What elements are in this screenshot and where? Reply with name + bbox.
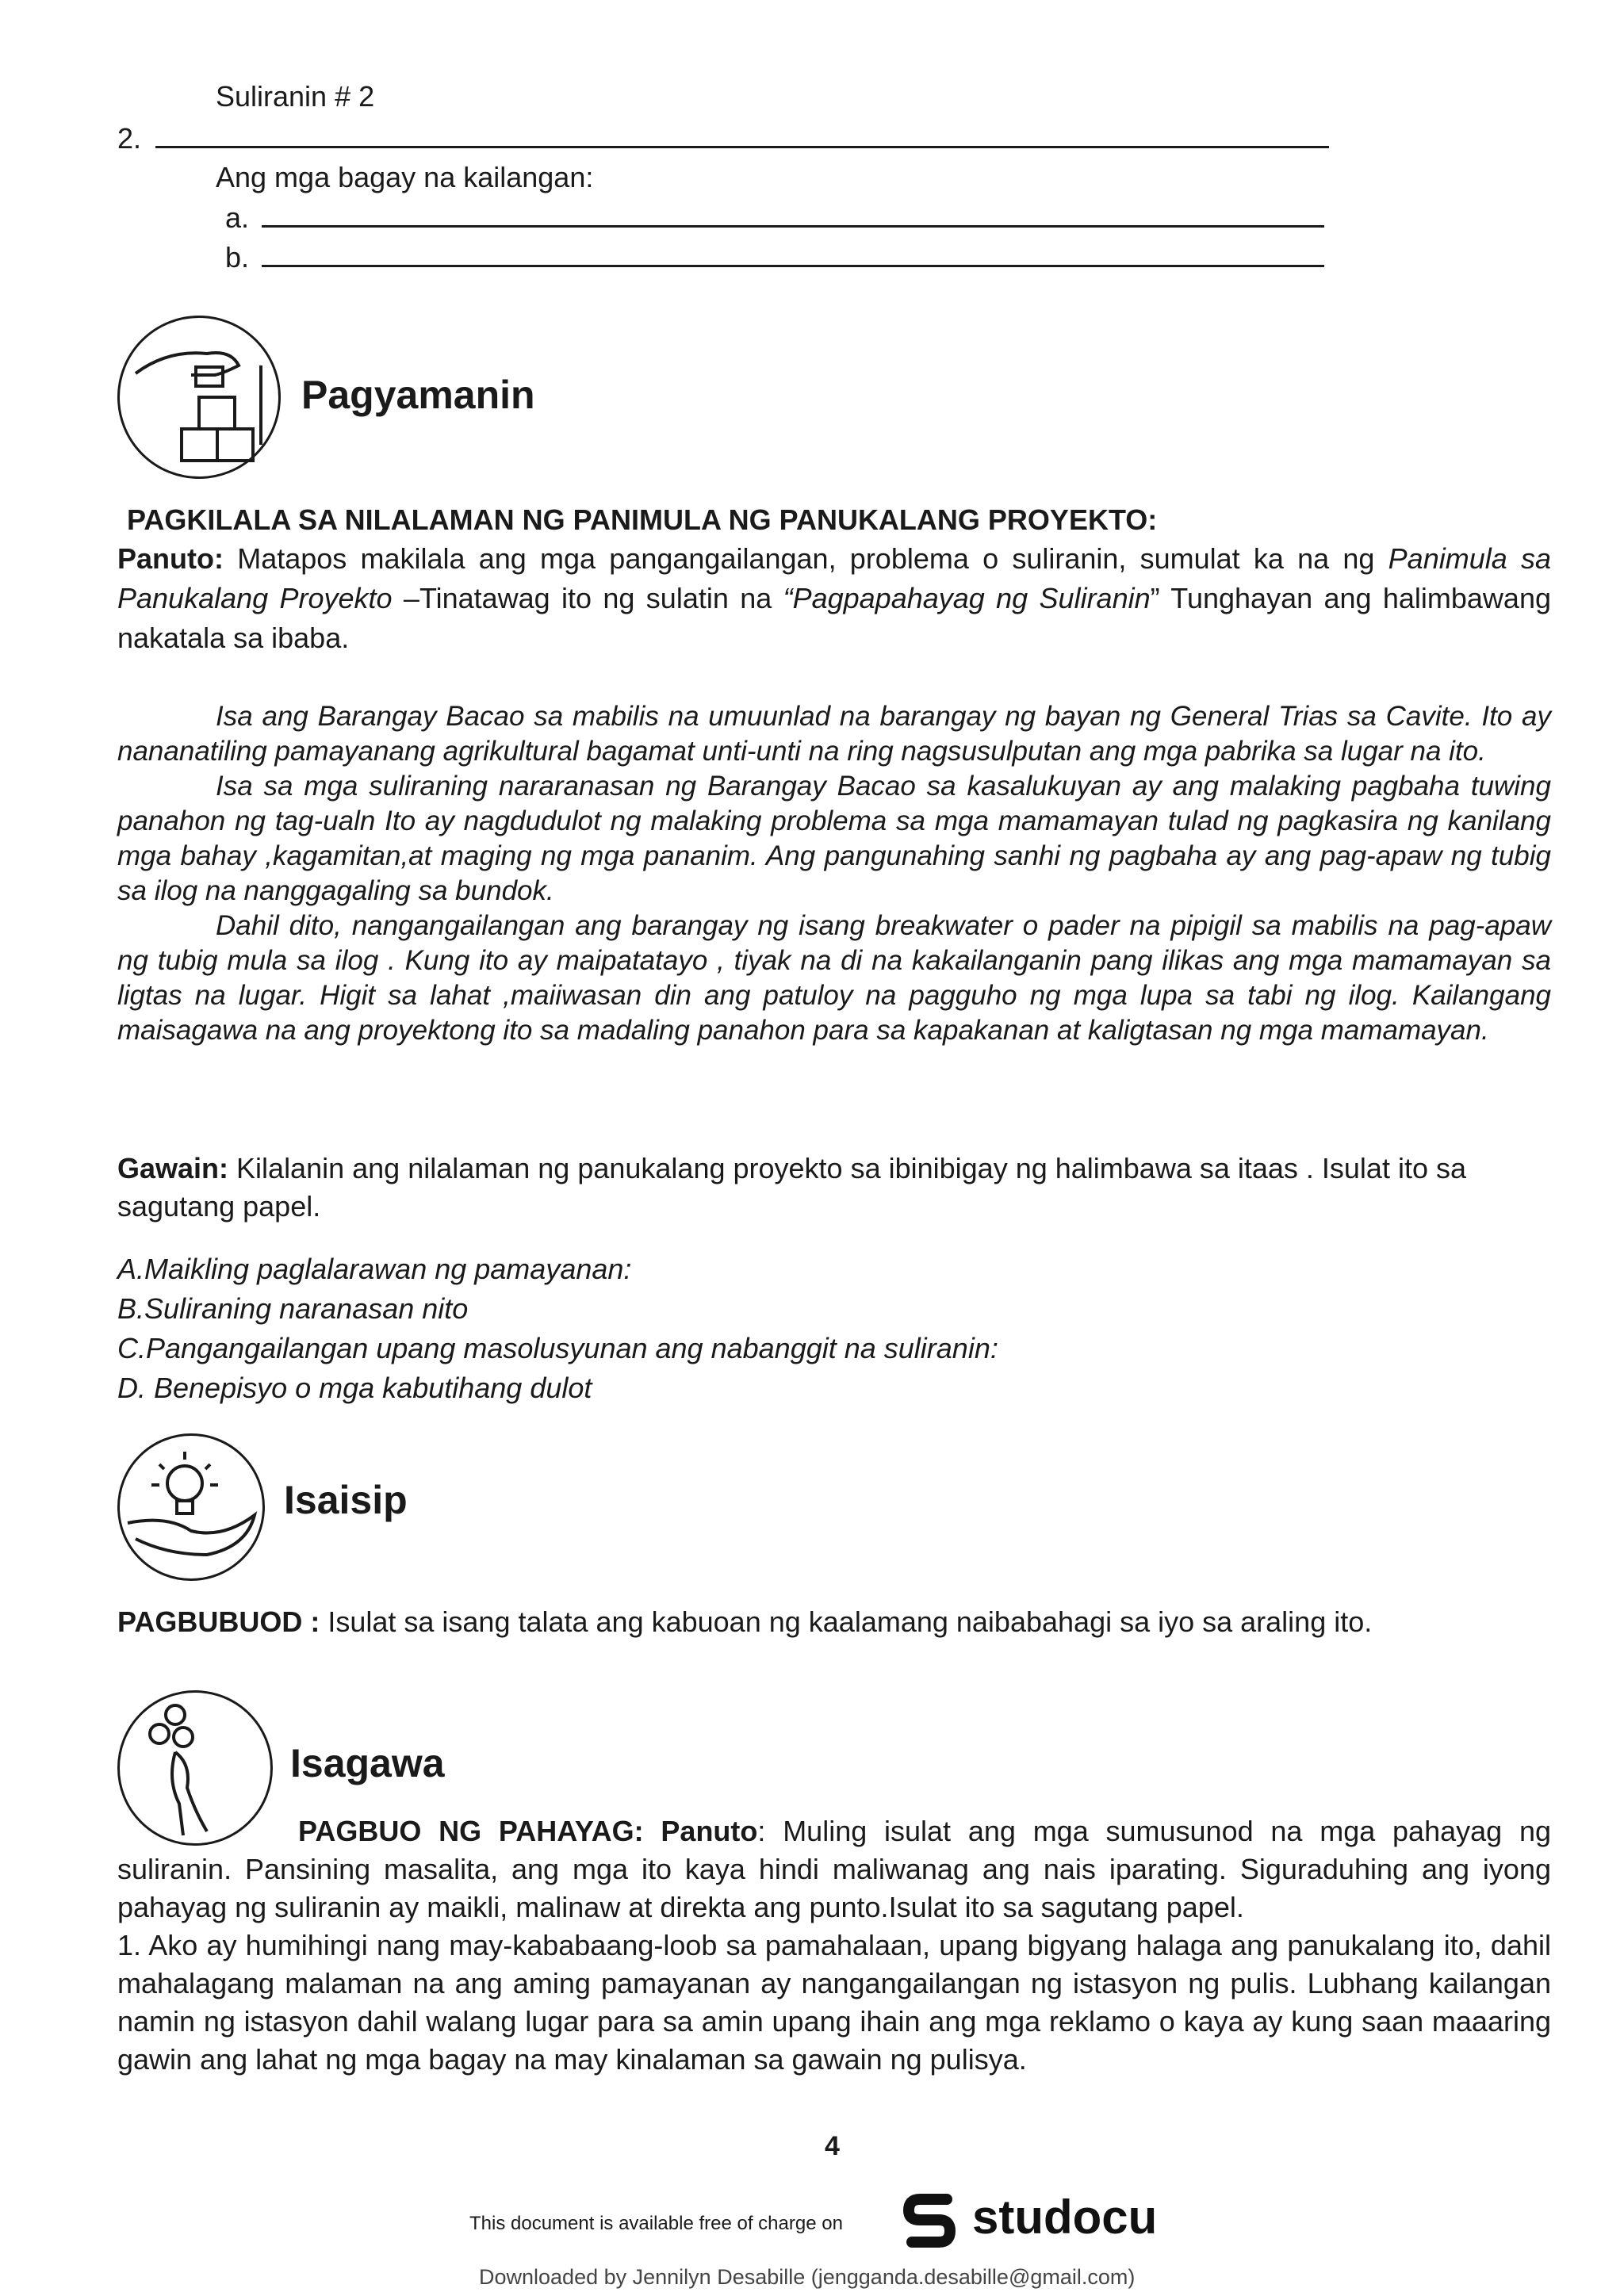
panuto-italic-2: “Pagpapahayag ng Suliranin	[783, 582, 1151, 614]
pagyamanin-heading: PAGKILALA SA NILALAMAN NG PANIMULA NG PANUKALANG PROYEKTO:	[127, 503, 1158, 536]
pagbubuod-paragraph	[117, 1605, 1372, 1640]
footer-downloaded-text: Downloaded by Jennilyn Desabille (jengganda.desabille@gmail.com)	[479, 2265, 1136, 2289]
answer-blank-b[interactable]	[262, 239, 1324, 267]
item-b-line	[225, 239, 1335, 275]
item-a-label: a.	[225, 201, 250, 234]
studocu-logo-icon	[902, 2188, 958, 2252]
answer-blank-a[interactable]	[262, 200, 1324, 228]
panuto-italic-1: Panimula sa Panukalang Proyekto	[117, 542, 1551, 614]
item-2-line	[117, 121, 1339, 156]
isaisip-title: Isaisip	[284, 1478, 408, 1522]
gawain-items	[117, 1249, 998, 1408]
isagawa-item-1: 1. Ako ay humihingi nang may-kababaang-loob sa pamahalaan, upang bigyang halaga ang panukalang ito, dahil mahalagang malaman na ang aming pamayanan ay nangangailangan ng istasyon ng pulis. Lubhang kailangan namin ng istasyon dahil walang lugar para sa amin upang ihain ang mga reklamo o kaya ay kung saan maaaring gawin ang lahat ng mga bagay na may kinalaman sa gawain ng pulisya.	[117, 1929, 1551, 2076]
suliranin-label: Suliranin # 2	[216, 80, 375, 113]
isaisip-lightbulb-icon	[117, 1433, 265, 1581]
panuto-paragraph	[117, 539, 1551, 658]
item-a-line	[225, 200, 1335, 235]
isagawa-text: : Muling isulat ang mga sumusunod na mga pahayag ng suliranin. Pansining masalita, ang mga ito kaya hindi maliwanag ang nais iparating. Siguraduhing ang iyong pahayag ng suliranin ay maikli, malinaw at direkta ang punto.Isulat ito sa sagutang papel.	[117, 1815, 1551, 1923]
panuto-text-3: ” Tunghayan ang halimbawang nakatala sa ibaba.	[117, 582, 1551, 654]
isagawa-label: PAGBUO NG PAHAYAG: Panuto	[298, 1815, 758, 1847]
gawain-label: Gawain:	[117, 1152, 229, 1184]
footer-available-text: This document is available free of charge on	[469, 2213, 843, 2234]
panuto-text-2: –Tinatawag ito ng sulatin na	[392, 582, 783, 614]
panuto-label: Panuto:	[117, 542, 224, 575]
example-paragraph-1: Isa ang Barangay Bacao sa mabilis na umuunlad na barangay ng bayan ng General Trias sa Cavite. Ito ay nananatiling pamayanang agrikultural bagamat unti-unti na ring nagsusulputan ang mga pabrika sa lugar na ito.	[117, 701, 1551, 767]
pagbubuod-text: Isulat sa isang talata ang kabuoan ng kaalamang naibabahagi sa iyo sa araling ito.	[320, 1605, 1373, 1638]
example-text	[117, 699, 1551, 1048]
bagay-label: Ang mga bagay na kailangan:	[216, 161, 594, 193]
pagyamanin-title: Pagyamanin	[301, 373, 535, 417]
answer-blank-2[interactable]	[155, 121, 1329, 148]
isagawa-title: Isagawa	[290, 1741, 445, 1785]
panuto-text-1: Matapos makilala ang mga pangangailangan, problema o suliranin, sumulat ka na ng	[223, 542, 1388, 575]
gawain-paragraph	[117, 1150, 1551, 1226]
example-paragraph-2: Isa sa mga suliraning nararanasan ng Barangay Bacao sa kasalukuyan ay ang malaking pagbaha tuwing panahon ng tag-ualn Ito ay nagdudulot ng malaking problema sa mga mamamayan tulad ng pagkasira ng kanilang mga bahay ,kagamitan,at maging ng mga pananim. Ang pangunahing sanhi ng pagbaha ay ang pag-apaw ng tubig sa ilog na nanggagaling sa bundok.	[117, 771, 1551, 906]
item-b-label: b.	[225, 241, 250, 274]
isagawa-paragraph	[117, 1812, 1551, 1927]
item-2-number: 2.	[117, 122, 142, 155]
pagyamanin-blocks-icon	[117, 316, 281, 479]
list-item: C.Pangangailangan upang masolusyunan ang nabanggit na suliranin:	[117, 1332, 998, 1364]
list-item: D. Benepisyo o mga kabutihang dulot	[117, 1372, 592, 1404]
page-number: 4	[825, 2131, 840, 2161]
example-paragraph-3: Dahil dito, nangangailangan ang barangay ng isang breakwater o pader na pipigil sa mabilis na pag-apaw ng tubig mula sa ilog . Kung ito ay maipatatayo , tiyak na di na kakailanganin pang ilikas ang mga mamamayan sa ligtas na lugar. Higit sa lahat ,maiiwasan din ang patuloy na pagguho ng mga lupa sa tabi ng ilog. Kailangang maisagawa na ang proyektong ito sa madaling panahon para sa kapakanan at kaligtasan ng mga mamamayan.	[117, 910, 1551, 1046]
gawain-text: Kilalanin ang nilalaman ng panukalang proyekto sa ibinibigay ng halimbawa sa itaas . Isulat ito sa sagutang papel.	[117, 1152, 1467, 1223]
list-item: B.Suliraning naranasan nito	[117, 1292, 469, 1325]
list-item: A.Maikling paglalarawan ng pamayanan:	[117, 1253, 632, 1285]
studocu-brand[interactable]: studocu	[972, 2191, 1158, 2244]
pagbubuod-label: PAGBUBUOD :	[117, 1605, 320, 1638]
